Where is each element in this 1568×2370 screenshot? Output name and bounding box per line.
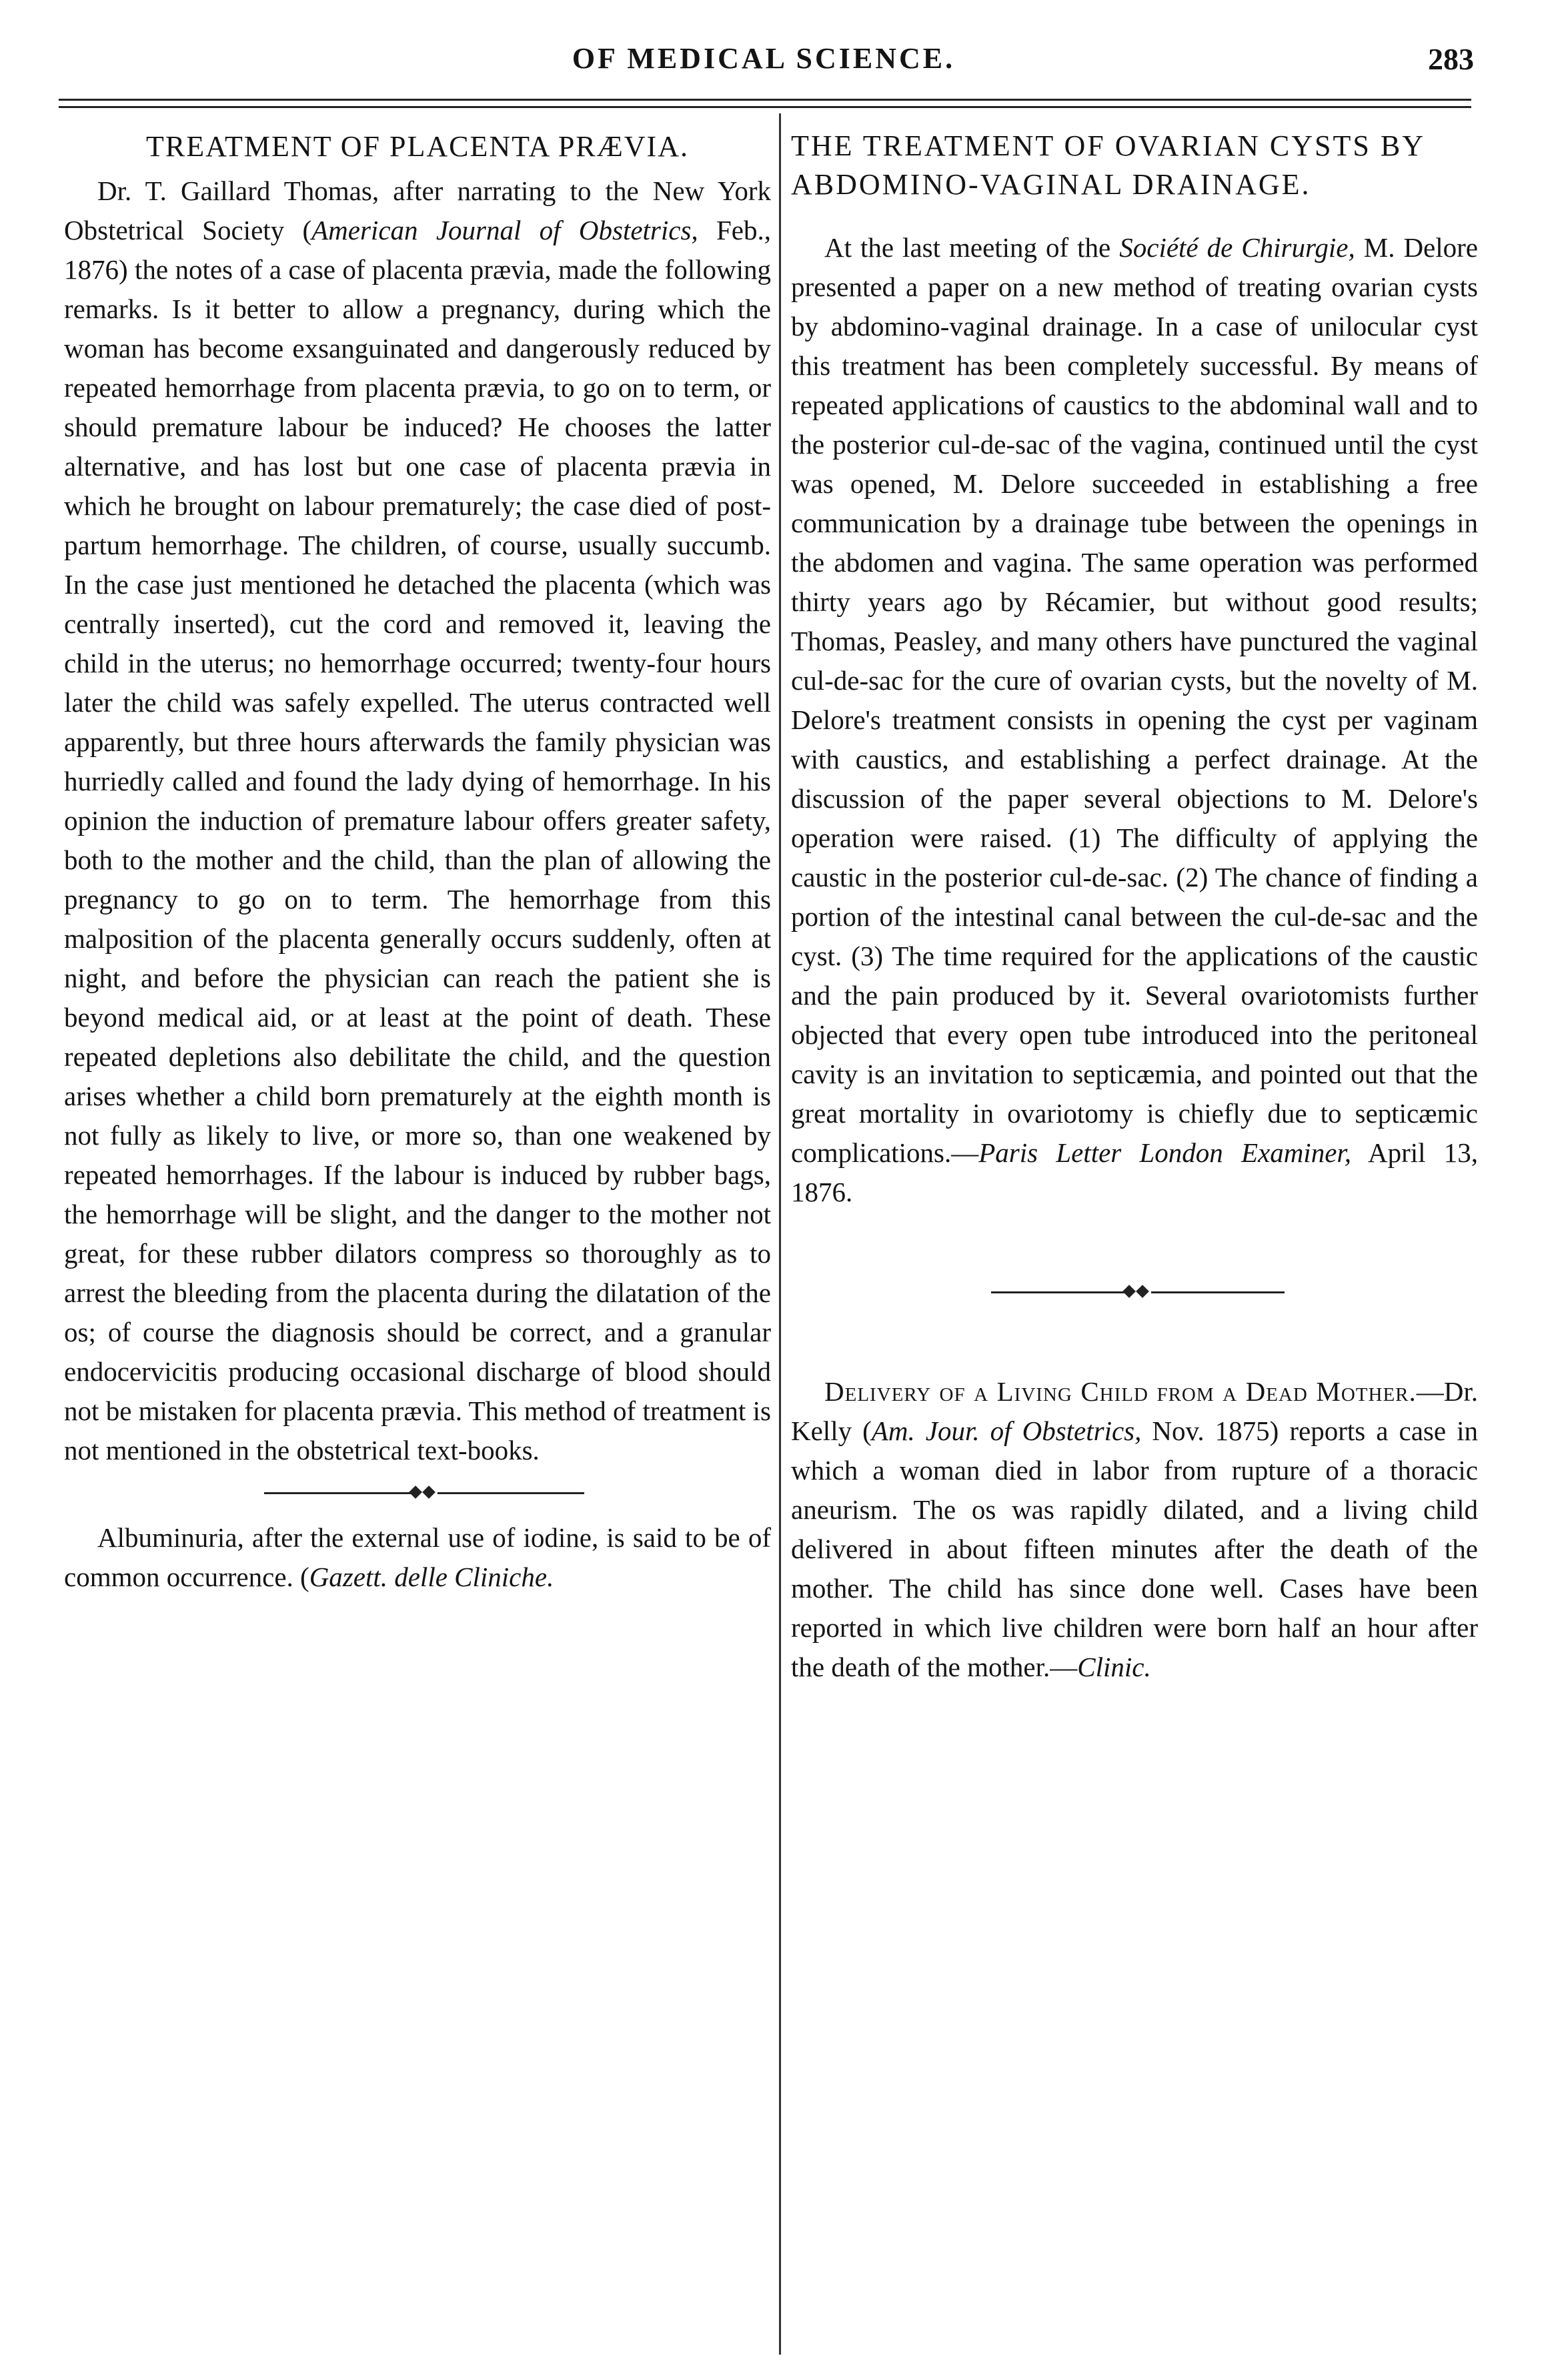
body-text-intro: Dr. T. Gaillard Thomas, after narrating to the New York Obstetrical Society (	[64, 175, 771, 245]
source-citation: Paris Letter London Examiner,	[978, 1137, 1352, 1168]
article-body-ovarian-cysts	[791, 228, 1478, 1212]
body-text-lead: —Dr. Kelly (	[791, 1376, 1478, 1446]
body-text: Nov. 1875) reports a case in which a woman died in labor from rupture of a thoracic aneurism. The os was rapidly dilated, and a living child delivered in about fifteen minutes after the death of the mother. The child has since done well. Cases have been reported in which live children were born half an hour after the death of the mother.—	[791, 1415, 1479, 1682]
left-column	[64, 127, 771, 1597]
body-text-intro: At the last meeting of the	[824, 232, 1120, 263]
source-citation: Clinic.	[1077, 1652, 1151, 1682]
section-divider-ornament	[64, 1486, 771, 1500]
page-number: 283	[1428, 42, 1474, 76]
page-header	[53, 41, 1474, 88]
body-text: Albuminuria, after the external use of iodine, is said to be of common occurrence. (	[64, 1522, 771, 1592]
source-date: April 13, 1876.	[791, 1137, 1478, 1207]
article-body-albuminuria	[64, 1518, 771, 1597]
society-name: Société de Chirurgie,	[1119, 232, 1355, 263]
header-double-rule	[59, 99, 1471, 108]
article-body-placenta-praevia	[64, 171, 771, 1470]
article-heading-ovarian-cysts: THE TREATMENT OF OVARIAN CYSTS BY ABDOMINO-VAGINAL DRAINAGE.	[791, 129, 1425, 201]
article-heading-placenta-praevia: TREATMENT OF PLACENTA PRÆVIA.	[146, 130, 689, 163]
source-citation: American Journal of Obstetrics,	[311, 215, 698, 245]
right-column	[791, 127, 1478, 1687]
body-text: Feb., 1876) the notes of a case of placenta prævia, made the following remarks. Is it better to allow a pregnancy, during which the woman has become exsanguinated and dangerously reduced by repeated hemorrhage from placenta prævia, to go on to term, or should premature labour be induced? He chooses the latter alternative, and has lost but one case of placenta prævia in which he brought on labour prematurely; the case died of post-partum hemorrhage. The children, of course, usually succumb. In the case just mentioned he detached the placenta (which was centrally inserted), cut the cord and removed it, leaving the child in the uterus; no hemorrhage occurred; twenty-four hours later the child was safely expelled. The uterus contracted well apparently, but three hours afterwards the family physician was hurriedly called and found the lady dying of hemorrhage. In his opinion the induction of premature labour offers greater safety, both to the mother and the child, than the plan of allowing the pregnancy to go on to term. The hemorrhage from this malposition of the placenta generally occurs suddenly, often at night, and before the physician can reach the patient she is beyond medical aid, or at least at the point of death. These repeated depletions also debilitate the child, and the question arises whether a child born prematurely at the eighth month is not fully as likely to live, or more so, than one weakened by repeated hemorrhages. If the labour is induced by rubber bags, the hemorrhage will be slight, and the danger to the mother not great, for these rubber dilators compress so thoroughly as to arrest the bleeding from the placenta during the dilatation of the os; of course the diagnosis should be correct, and a granular endocervicitis producing occasional discharge of blood should not be mistaken for placenta prævia. This method of treatment is not mentioned in the obstetrical text-books.	[64, 215, 771, 1465]
source-citation: Gazett. delle Cliniche.	[309, 1562, 554, 1592]
body-text: M. Delore presented a paper on a new method of treating ovarian cysts by abdomino-vaginal drainage. In a case of unilocular cyst this treatment has been completely successful. By means of repeated applications of caustics to the abdominal wall and to the posterior cul-de-sac of the vagina, continued until the cyst was opened, M. Delore succeeded in establishing a free communication by a drainage tube between the openings in the abdomen and vagina. The same operation was performed thirty years ago by Récamier, but without good results; Thomas, Peasley, and many others have punctured the vaginal cul-de-sac for the cure of ovarian cysts, but the novelty of M. Delore's treatment consists in opening the cyst per vaginam with caustics, and establishing a perfect drainage. At the discussion of the paper several objections to M. Delore's operation were raised. (1) The difficulty of applying the caustic in the posterior cul-de-sac. (2) The chance of finding a portion of the intestinal canal between the cul-de-sac and the cyst. (3) The time required for the applications of the caustic and the pain produced by it. Several ovariotomists further objected that every open tube introduced into the peritoneal cavity is an invitation to septicæmia, and pointed out that the great mortality in ovariotomy is chiefly due to septicæmic complications.—	[791, 232, 1478, 1168]
section-divider-ornament	[791, 1285, 1478, 1299]
column-divider	[779, 113, 781, 2355]
journal-citation: Am. Jour. of Obstetrics,	[871, 1415, 1142, 1446]
running-title: OF MEDICAL SCIENCE.	[572, 42, 956, 75]
article-heading-living-child: Delivery of a Living Child from a Dead Mother.	[824, 1376, 1417, 1407]
article-body-living-child	[791, 1372, 1478, 1687]
